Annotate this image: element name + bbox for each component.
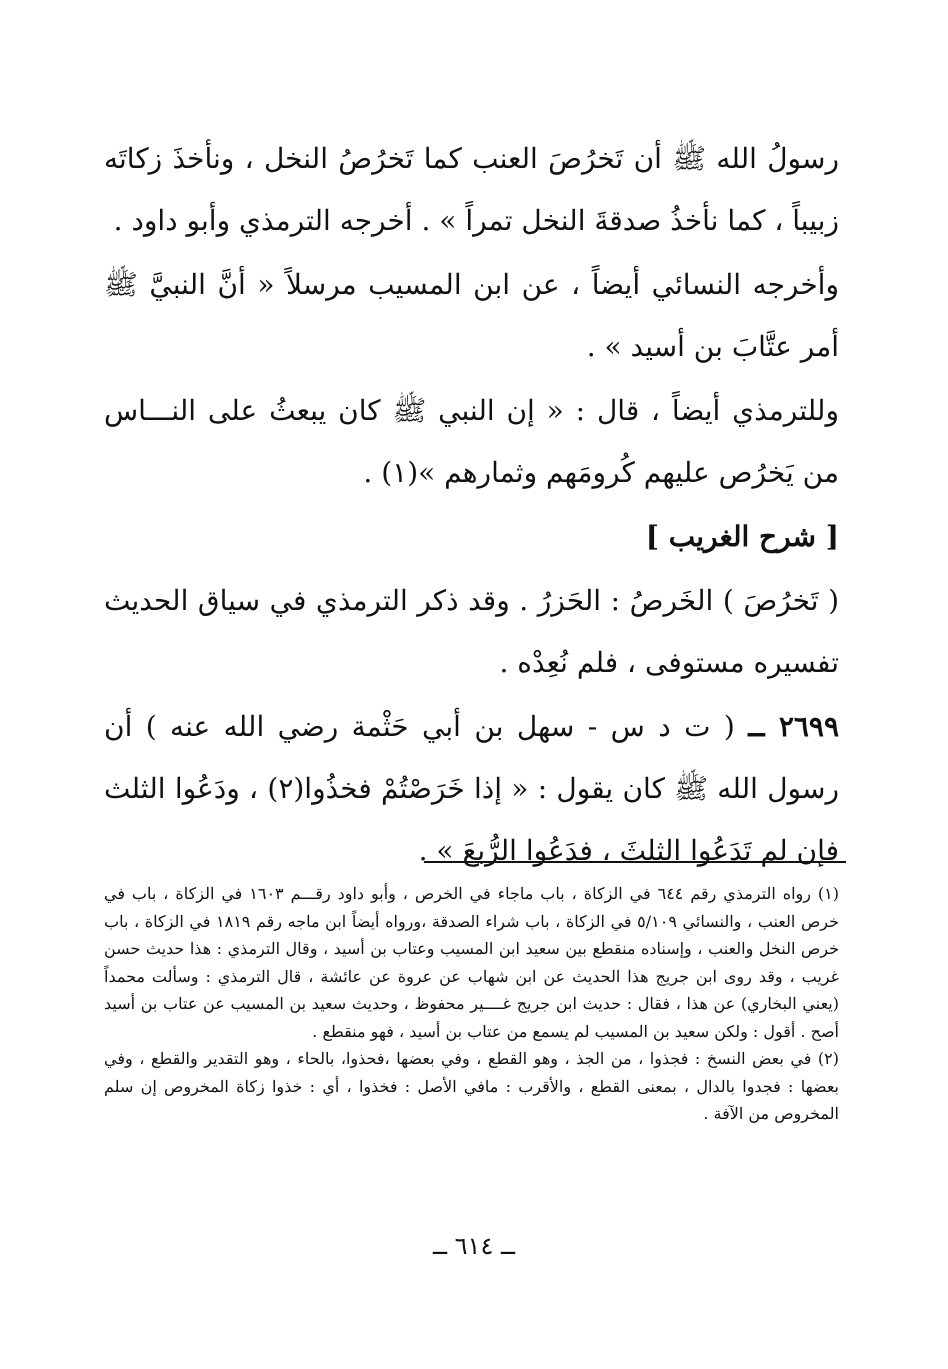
paragraph-4: ( تَخرُصَ ) الخَرصُ : الحَزرُ . وقد ذكر الترمذي في سياق الحديث تفسيره مستوفى ، فلم نُعِدْه . — [104, 584, 839, 679]
hadith-paragraph — [104, 696, 839, 882]
paragraph-1: رسولُ الله ﷺ أن تَخرُصَ العنب كما تَخرُصُ النخل ، ونأخذَ زكاتَه زبيباً ، كما نأخذُ صدقةَ النخل تمراً » . أخرجه الترمذي وأبو داود . — [104, 142, 839, 237]
hadith-number: ٢٦٩٩ ــ — [748, 710, 839, 743]
footnotes-block — [104, 880, 839, 1128]
paragraph-3: وللترمذي أيضاً ، قال : « إن النبي ﷺ كان يبعثُ على النـــاس من يَخرُص عليهم كُرومَهم وثمارهم »(١) . — [104, 394, 839, 489]
footnote-2: (٢) في بعض النسخ : فجذوا ، من الجذ ، وهو القطع ، وفي بعضها ،فحذوا، بالحاء ، وهو التقدير والقطع ، وفي بعضها : فجدوا بالدال ، بمعنى القطع ، والأقرب : مافي الأصل : فخذوا ، أي : خذوا زكاة المخروص إن سلم المخروص من الآفة . — [104, 1049, 839, 1123]
section-heading: [ شرح الغريب ] — [645, 520, 839, 553]
hadith-text: ( ت د س - سهل بن أبي حَثْمة رضي الله عنه ) أن رسول الله ﷺ كان يقول : « إذا خَرَصْتُمْ فخذُوا(٢) ، ودَعُوا الثلث فإن لم تَدَعُوا الثلثَ ، فدَعُوا الرُّبعَ » . — [104, 710, 839, 867]
footnote-divider — [424, 861, 846, 863]
footnote-1: (١) رواه الترمذي رقم ٦٤٤ في الزكاة ، باب ماجاء في الخرص ، وأبو داود رقـــم ١٦٠٣ في الزكاة ، باب في خرص العنب ، والنسائي ٥/١٠٩ في الزكاة ، باب شراء الصدقة ،ورواه أيضاً ابن ماجه رقم ١٨١٩ في الزكاة ، باب خرص النخل والعنب ، وإسناده منقطع بين سعيد ابن المسيب وعتاب بن أسيد ، وقال الترمذي : هذا حديث حسن غريب ، وقد روى ابن جريج هذا الحديث عن ابن شهاب عن عروة عن عائشة ، قال الترمذي : وسألت محمداً (يعني البخاري) عن هذا ، فقال : حديث ابن جريج غــــير محفوظ ، وحديث سعيد بن المسيب عن عتاب بن أسيد أصح . أقول : ولكن سعيد بن المسيب لم يسمع من عتاب بن أسيد ، فهو منقطع . — [104, 884, 840, 1041]
paragraph-2: وأخرجه النسائي أيضاً ، عن ابن المسيب مرسلاً « أنَّ النبيَّ ﷺ أمر عتَّابَ بن أسيد » . — [104, 268, 839, 363]
main-text-block — [104, 128, 839, 882]
page-number: ــ ٦١٤ ــ — [432, 1232, 516, 1260]
